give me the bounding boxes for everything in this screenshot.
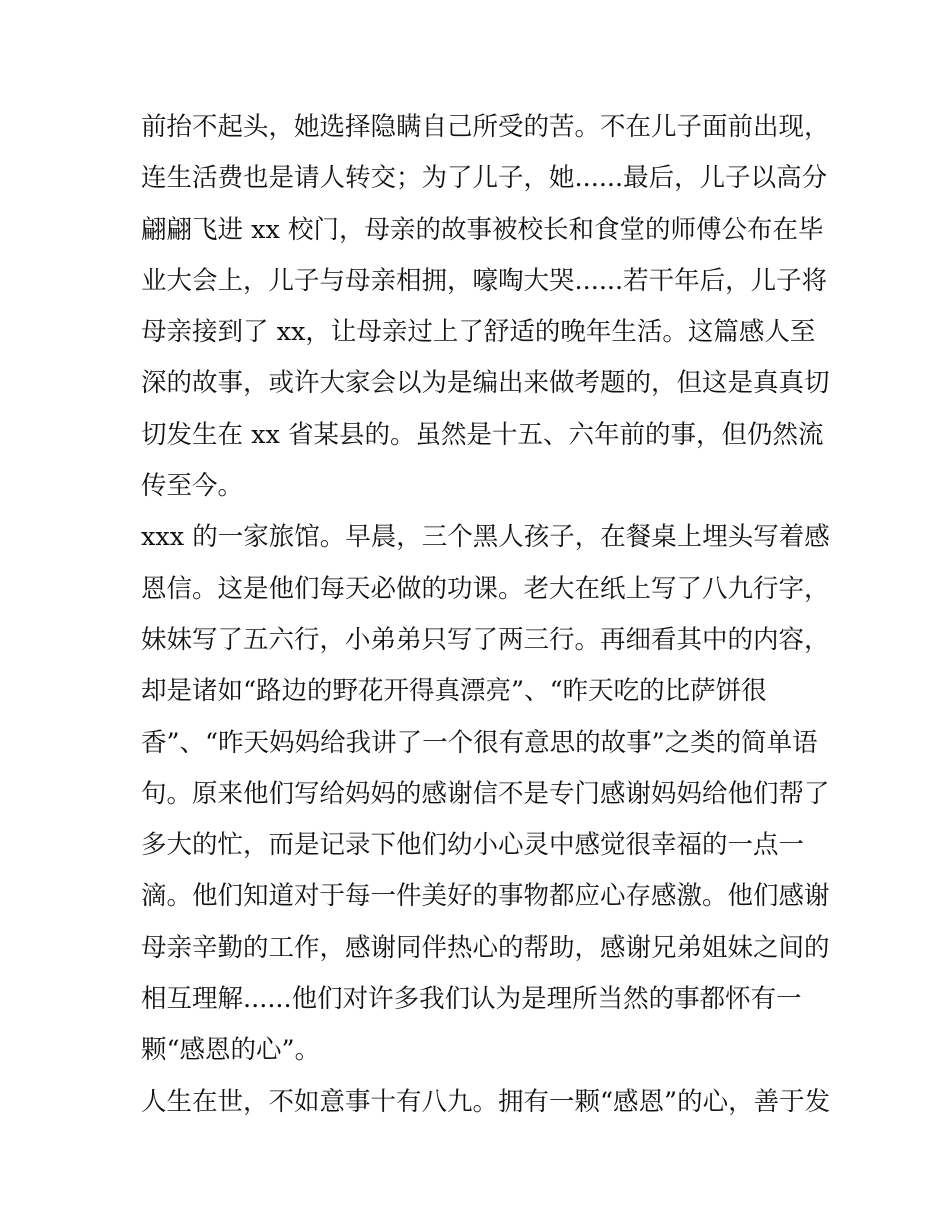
text-line: 相互理解......他们对许多我们认为是理所当然的事都怀有一 [141,984,802,1015]
document-body [141,102,831,1128]
text-line: 却是诸如“路边的野花开得真漂亮”、“昨天吃的比萨饼很 [141,676,767,707]
text-line: 句。原来他们写给妈妈的感谢信不是专门感谢妈妈给他们帮了 [141,778,830,809]
text-line: 深的故事，或许大家会以为是编出来做考题的，但这是真真切 [141,368,830,399]
text-line: 连生活费也是请人转交；为了儿子，她......最后，儿子以高分 [141,163,828,194]
paragraph-mother-story [141,102,830,512]
text-line: 切发生在 xx 省某县的。虽然是十五、六年前的事，但仍然流 [141,419,824,450]
text-line: 传至今。 [141,471,244,502]
text-line: 人生在世，不如意事十有八九。拥有一颗“感恩”的心，善于发 [141,1086,831,1117]
text-line: 恩信。这是他们每天必做的功课。老大在纸上写了八九行字， [141,573,830,604]
text-line: 翩翩飞进 xx 校门，母亲的故事被校长和食堂的师傅公布在毕 [141,214,824,245]
text-line: 业大会上，儿子与母亲相拥，嚎啕大哭......若干年后，儿子将 [141,265,828,296]
text-line: 前抬不起头，她选择隐瞒自己所受的苦。不在儿子面前出现， [141,112,830,142]
text-line: 母亲接到了 xx，让母亲过上了舒适的晚年生活。这篇感人至 [141,317,816,348]
text-line: 香”、“昨天妈妈给我讲了一个很有意思的故事”之类的简单语 [141,727,818,758]
text-line: 滴。他们知道对于每一件美好的事物都应心存感激。他们感谢 [141,881,830,912]
text-line: 多大的忙，而是记录下他们幼小心灵中感觉很幸福的一点一 [141,830,805,861]
text-line: 母亲辛勤的工作，感谢同伴热心的帮助，感谢兄弟姐妹之间的 [141,932,830,963]
text-line: 妹妹写了五六行，小弟弟只写了两三行。再细看其中的内容， [141,624,830,655]
text-line: xxx 的一家旅馆。早晨，三个黑人孩子，在餐桌上埋头写着感 [141,522,830,553]
paragraph-thank-you-letters [141,512,830,1076]
paragraph-gratitude [141,1077,831,1128]
text-line: 颗“感恩的心”。 [141,1035,321,1066]
